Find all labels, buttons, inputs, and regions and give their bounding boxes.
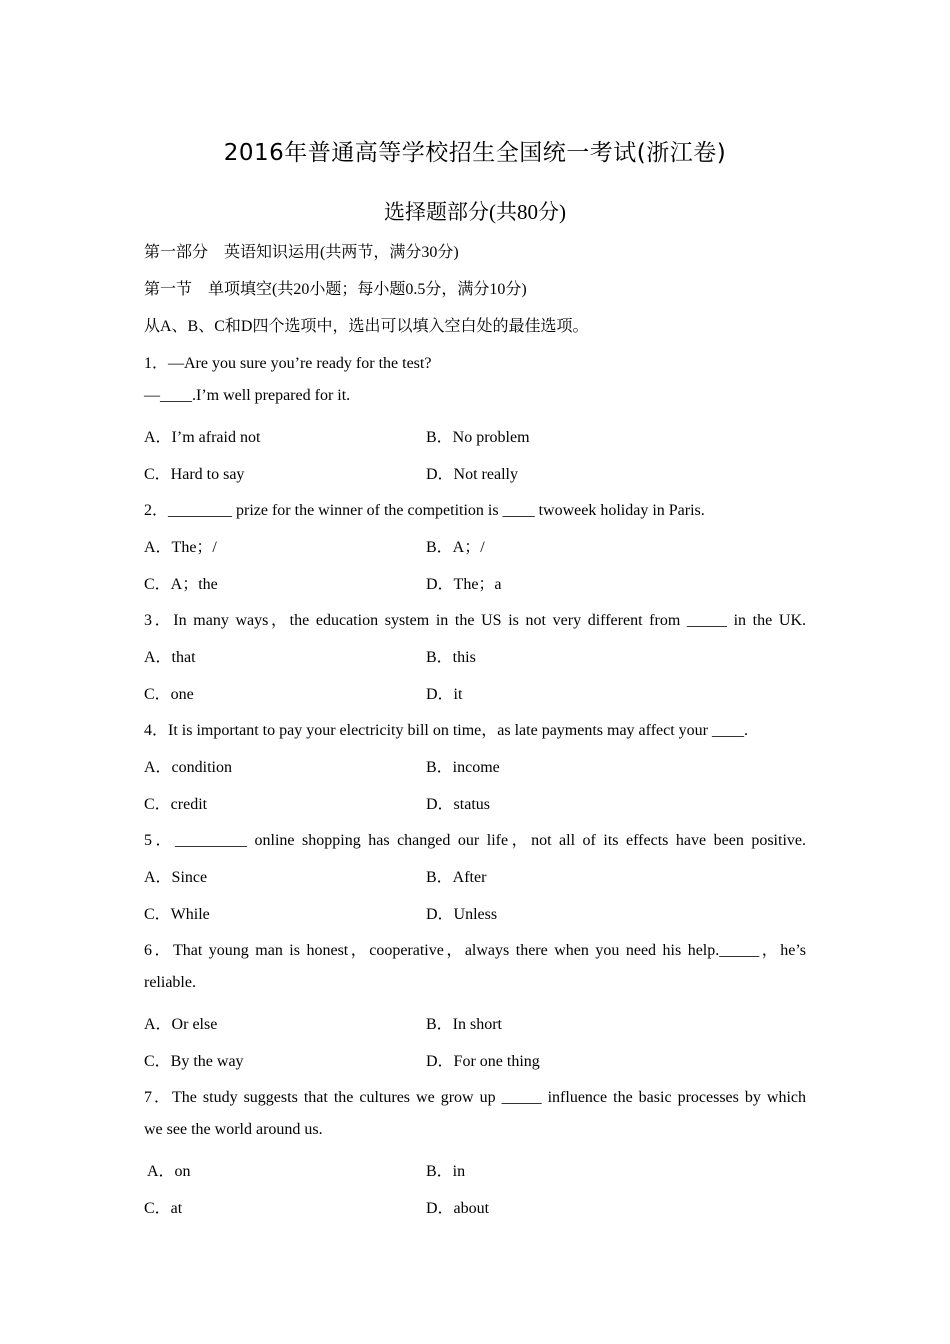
- option-c: C．While: [144, 906, 210, 923]
- option-a: A．Or else: [144, 1016, 218, 1033]
- option-d: D．For one thing: [426, 1053, 540, 1070]
- question-stem: 1．—Are you sure you’re ready for the test?: [144, 355, 432, 372]
- question-stem: 4．It is important to pay your electricity bill on time，as late payments may affect your ____.: [144, 722, 748, 739]
- instruction-text: 从A、B、C和D四个选项中，选出可以填入空白处的最佳选项。: [144, 318, 589, 335]
- question-stem: 2．________ prize for the winner of the competition is ____ twoweek holiday in Paris.: [144, 502, 705, 519]
- option-d: D．about: [426, 1200, 490, 1217]
- page-title: 2016年普通高等学校招生全国统一考试(浙江卷): [223, 140, 727, 166]
- option-c: C．one: [144, 686, 194, 703]
- option-a: A．condition: [144, 759, 232, 776]
- option-a: A．I’m afraid not: [144, 429, 261, 446]
- option-a: A．on: [147, 1163, 191, 1180]
- option-c: C．A；the: [144, 576, 218, 593]
- page-subtitle: 选择题部分(共80分): [384, 200, 566, 224]
- option-a: A．that: [144, 649, 196, 666]
- question-stem-continued: we see the world around us.: [144, 1121, 323, 1138]
- question-stem: 5．_________ online shopping has changed our life，not all of its effects have been positive.: [144, 832, 806, 849]
- option-a: A．Since: [144, 869, 208, 886]
- option-b: B．In short: [426, 1016, 503, 1033]
- option-c: C．at: [144, 1200, 183, 1217]
- option-c: C．credit: [144, 796, 208, 813]
- question-stem: 3．In many ways，the education system in the US is not very different from _____ in the UK.: [144, 612, 806, 629]
- question-stem-continued: reliable.: [144, 974, 196, 991]
- section-heading: 第一节 单项填空(共20小题；每小题0.5分，满分10分): [144, 281, 527, 298]
- option-b: B．A；/: [426, 539, 485, 556]
- question-stem: 6．That young man is honest，cooperative，always there when you need his help._____，he’s: [144, 942, 806, 959]
- option-c: C．Hard to say: [144, 466, 245, 483]
- option-b: B．in: [426, 1163, 466, 1180]
- option-d: D．status: [426, 796, 491, 813]
- part-heading: 第一部分 英语知识运用(共两节，满分30分): [144, 244, 459, 261]
- option-d: D．Not really: [426, 466, 518, 483]
- question-stem: —____.I’m well prepared for it.: [144, 387, 351, 404]
- option-d: D．it: [426, 686, 463, 703]
- option-d: D．The；a: [426, 576, 502, 593]
- option-b: B．After: [426, 869, 487, 886]
- option-a: A．The；/: [144, 539, 217, 556]
- question-stem: 7．The study suggests that the cultures we grow up _____ influence the basic processes by which: [144, 1089, 806, 1106]
- option-b: B．this: [426, 649, 476, 666]
- option-b: B．No problem: [426, 429, 530, 446]
- option-d: D．Unless: [426, 906, 498, 923]
- option-c: C．By the way: [144, 1053, 244, 1070]
- option-b: B．income: [426, 759, 500, 776]
